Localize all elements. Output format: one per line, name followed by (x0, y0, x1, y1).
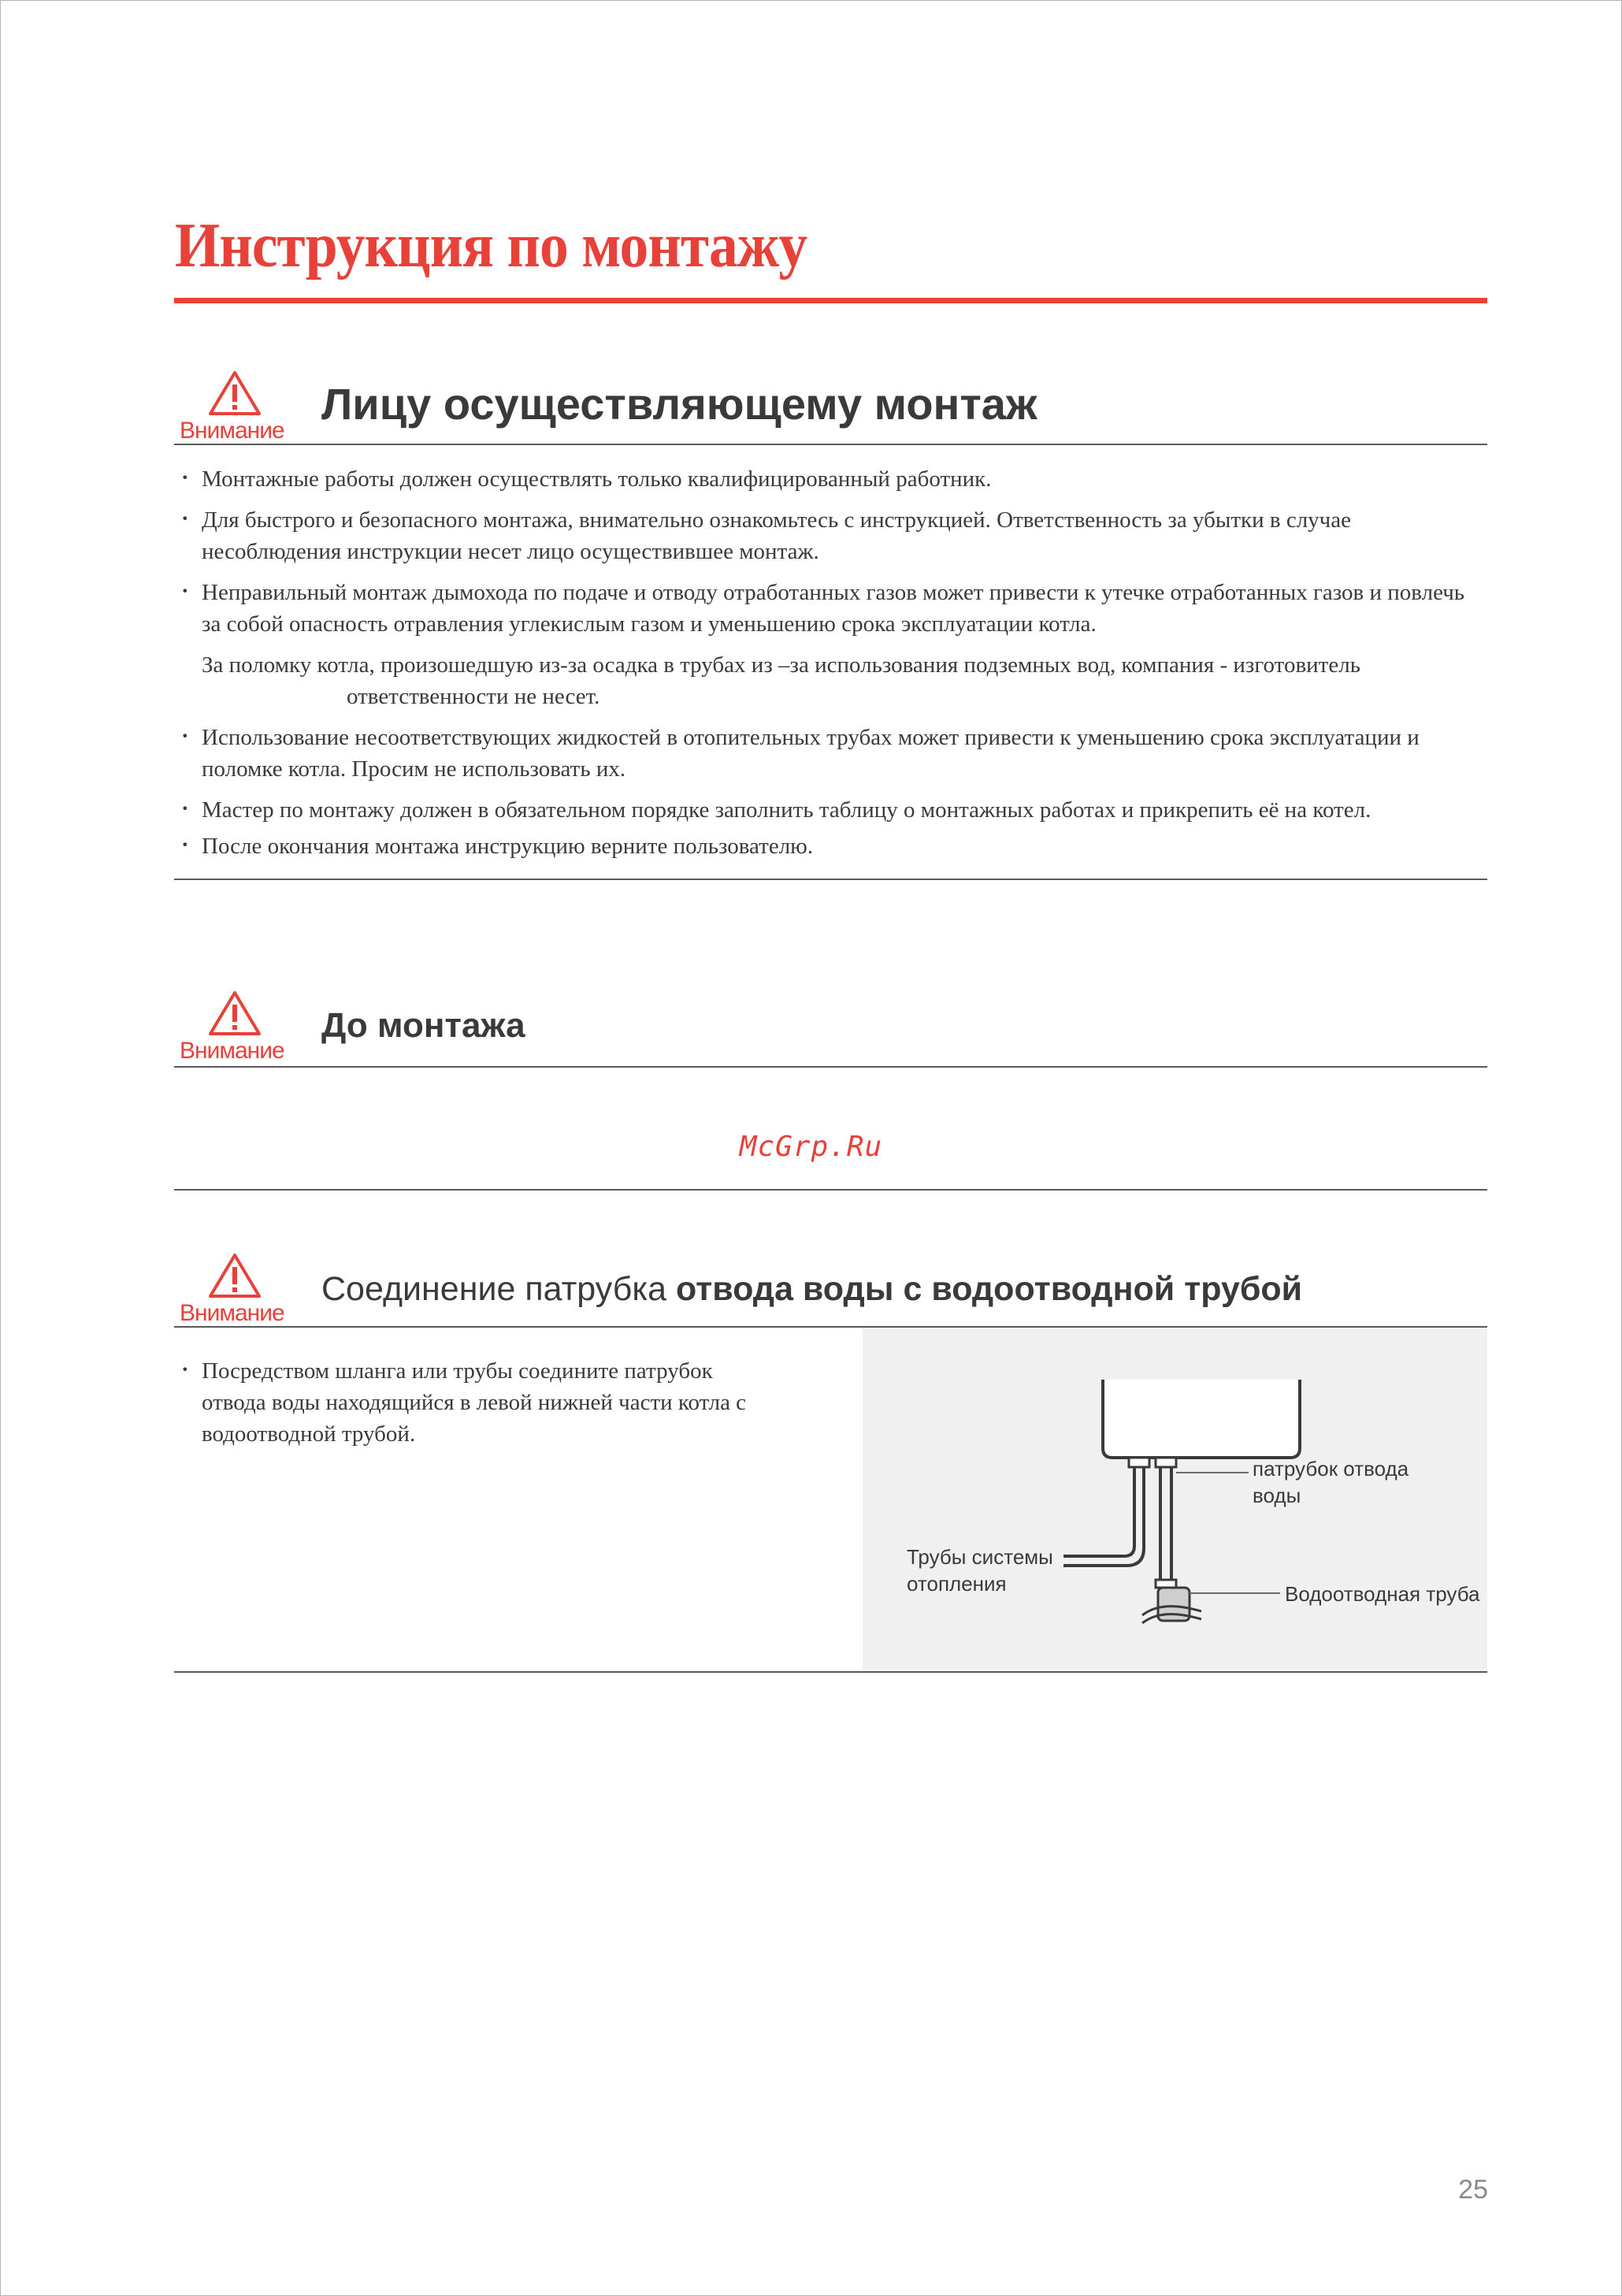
section-1-list (181, 463, 1481, 871)
section-3-title (321, 1270, 1302, 1309)
warning-badge (175, 370, 293, 449)
section-3-title-part2: отвода воды с водоотводной трубой (675, 1270, 1303, 1308)
list-item: · Неправильный монтаж дымохода по подаче и отводу отработанных газов может привести к утечке отработанных газов и повлечь за собой опасность отравления углекислым газом и уменьшению срока эксплуатации котла. (181, 577, 1481, 640)
warning-triangle-icon (208, 990, 262, 1036)
list-item: · После окончания монтажа инструкцию верните пользователю. (181, 830, 1481, 862)
section-2-bottom-rule (174, 1189, 1487, 1191)
section-3-bottom-rule (174, 1671, 1487, 1673)
list-item-line: За поломку котла, произошедшую из-за осадка в трубах из –за использования подземных вод, компания - изготовитель (202, 652, 1360, 678)
label-water-outlet-line1: патрубок отвода (1253, 1457, 1409, 1481)
warning-label: Внимание (180, 1038, 284, 1064)
warning-badge (175, 1253, 293, 1332)
list-item: · Посредством шланга или трубы соедините патрубок отвода воды находящийся в левой нижней части котла с водоотводной трубой. (181, 1355, 764, 1450)
warning-badge (175, 990, 293, 1069)
watermark: McGrp.Ru (739, 1131, 883, 1163)
title-underline (174, 298, 1487, 303)
drain-connection-figure (863, 1328, 1487, 1670)
label-drain-pipe: Водоотводная труба (1285, 1582, 1480, 1606)
warning-triangle-icon (208, 370, 262, 416)
list-item-line: ответственности не несет. (347, 684, 600, 709)
label-heating-pipes (907, 1544, 1053, 1597)
page-title: Инструкция по монтажу (175, 211, 807, 280)
section-1-top-rule (174, 444, 1487, 445)
section-3-title-part1: Соединение патрубка (321, 1270, 676, 1308)
warning-label: Внимание (180, 418, 284, 444)
label-water-outlet-line2: воды (1253, 1484, 1301, 1507)
page-number: 25 (1458, 2175, 1488, 2205)
section-2-title: До монтажа (321, 1006, 525, 1045)
section-1-bottom-rule (174, 879, 1487, 880)
list-item: · Мастер по монтажу должен в обязательном порядке заполнить таблицу о монтажных работах и прикрепить её на котел. (181, 794, 1481, 826)
warning-label: Внимание (180, 1300, 284, 1326)
warning-triangle-icon (208, 1253, 262, 1298)
list-item: · Для быстрого и безопасного монтажа, внимательно ознакомьтесь с инструкцией. Ответственность за убытки в случае несоблюдения инструкции несет лицо осуществившее монтаж. (181, 504, 1481, 567)
section-3-list (181, 1355, 764, 1459)
label-heating-pipes-line1: Трубы системы (907, 1545, 1053, 1569)
section-2-top-rule (174, 1066, 1487, 1068)
label-heating-pipes-line2: отопления (907, 1572, 1007, 1596)
list-item: · Монтажные работы должен осуществлять только квалифицированный работник. (181, 463, 1481, 495)
list-item (181, 649, 1481, 712)
section-1-title: Лицу осуществляющему монтаж (321, 379, 1037, 429)
list-item: · Использование несоответствующих жидкостей в отопительных трубах может привести к уменьшению срока эксплуатации и поломке котла. Просим не использовать их. (181, 722, 1481, 785)
label-water-outlet (1253, 1455, 1409, 1509)
